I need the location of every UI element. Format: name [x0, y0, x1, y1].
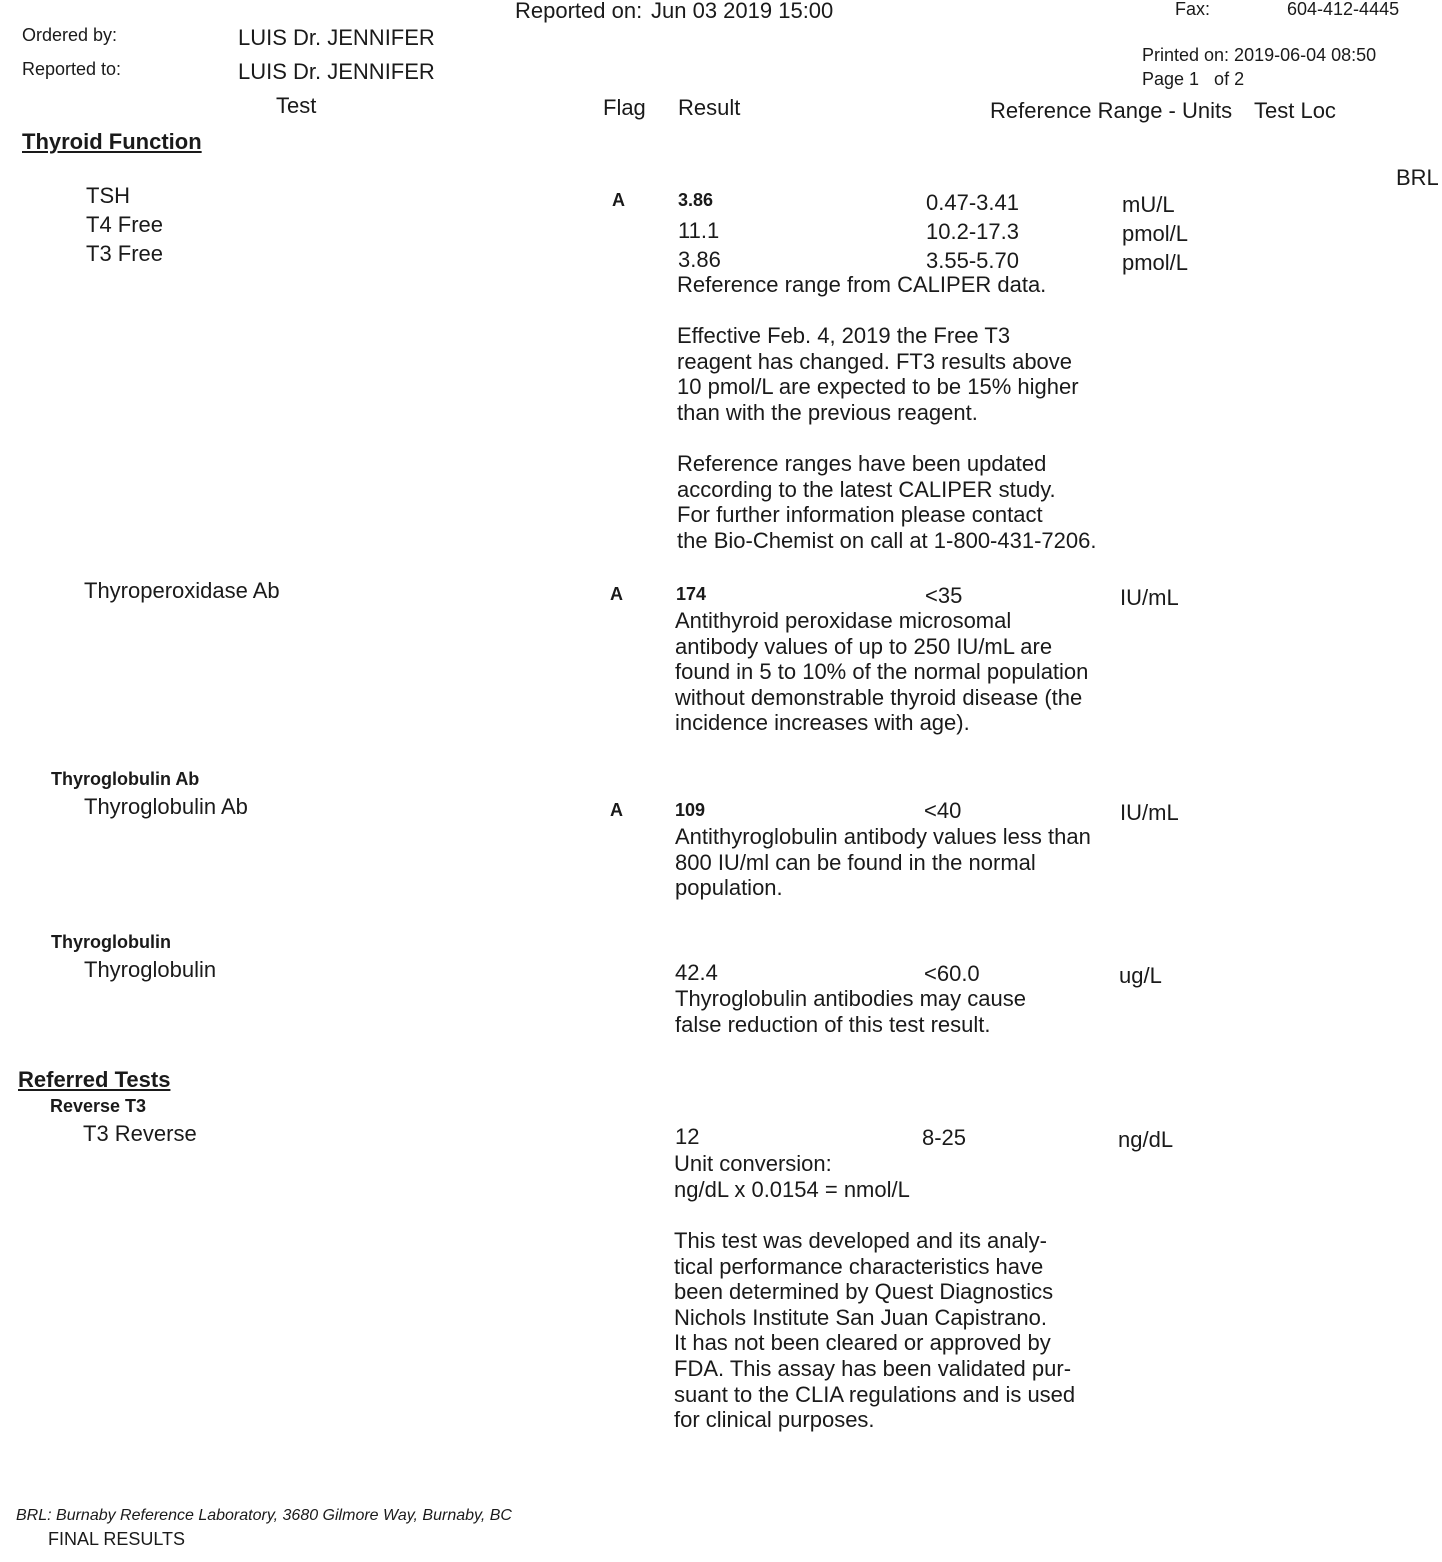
- units: IU/mL: [1120, 800, 1179, 825]
- group-title: Reverse T3: [50, 1096, 147, 1116]
- reference-range: 8-25: [922, 1125, 967, 1150]
- result-comment: Thyroglobulin antibodies may cause false reduction of this test result.: [675, 986, 1026, 1037]
- footer-lab-info: BRL: Burnaby Reference Laboratory, 3680 Gilmore Way, Burnaby, BC: [16, 1507, 512, 1524]
- column-reference-range: Reference Range - Units: [990, 98, 1233, 123]
- result-comment: Antithyroid peroxidase microsomal antibody values of up to 250 IU/mL are found in 5 to 10% of the normal population without demonstrable thyroid disease (the incidence increases with age).: [675, 608, 1089, 736]
- units: IU/mL: [1120, 585, 1179, 610]
- result-value: 12: [675, 1124, 700, 1149]
- footer-status: FINAL RESULTS: [48, 1529, 186, 1549]
- fax-value: 604-412-4445: [1287, 0, 1400, 19]
- reported-on-label: Reported on:: [515, 0, 643, 23]
- reference-range: 3.55-5.70: [926, 248, 1019, 273]
- test-name: Thyroglobulin: [84, 957, 217, 982]
- units: ng/dL: [1118, 1127, 1174, 1152]
- ordered-by-value: LUIS Dr. JENNIFER: [238, 25, 435, 50]
- column-test: Test: [276, 93, 317, 118]
- reference-range: <35: [925, 583, 963, 608]
- group-title: Thyroglobulin: [51, 932, 171, 952]
- flag-abnormal: A: [610, 584, 623, 604]
- column-result: Result: [678, 95, 741, 120]
- reference-range: <40: [924, 798, 962, 823]
- result-comment: Antithyroglobulin antibody values less than 800 IU/ml can be found in the normal population.: [675, 824, 1091, 901]
- reference-range: <60.0: [924, 961, 980, 986]
- page-number: Page 1 of 2: [1142, 69, 1245, 89]
- column-test-loc: Test Loc: [1254, 98, 1336, 123]
- column-flag: Flag: [603, 95, 646, 120]
- units: pmol/L: [1122, 250, 1189, 275]
- result-value: 11.1: [678, 218, 720, 243]
- result-comment: Reference ranges have been updated according to the latest CALIPER study. For further information please contact the Bio-Chemist on call at 1-800-431-7206.: [677, 451, 1097, 553]
- reported-to-label: Reported to:: [22, 59, 122, 79]
- result-value: 174: [676, 584, 707, 604]
- flag-abnormal: A: [612, 190, 625, 210]
- test-name: Thyroglobulin Ab: [84, 794, 248, 819]
- flag-abnormal: A: [610, 800, 623, 820]
- result-value: 109: [675, 800, 706, 820]
- test-name: T4 Free: [86, 212, 164, 237]
- test-loc-value: BRL: [1396, 165, 1439, 190]
- result-comment: Reference range from CALIPER data.: [677, 272, 1047, 297]
- result-comment: Effective Feb. 4, 2019 the Free T3 reagent has changed. FT3 results above 10 pmol/L are expected to be 15% higher than with the previous reagent.: [677, 323, 1079, 425]
- reported-to-value: LUIS Dr. JENNIFER: [238, 59, 435, 84]
- ordered-by-label: Ordered by:: [22, 25, 118, 45]
- section-title-thyroid-function: Thyroid Function: [22, 129, 202, 154]
- reported-on-value: Jun 03 2019 15:00: [651, 0, 834, 23]
- test-name: TSH: [86, 183, 130, 208]
- result-value: 3.86: [678, 190, 714, 210]
- reference-range: 0.47-3.41: [926, 190, 1019, 215]
- result-value: 3.86: [678, 247, 721, 272]
- result-comment: This test was developed and its analy- tical performance characteristics have been determined by Quest Diagnostics Nichols Institute San Juan Capistrano. It has not been cleared or approved by FDA. This assay has been validated pur- suant to the CLIA regulations and is used for clinical purposes.: [674, 1228, 1076, 1433]
- units: mU/L: [1122, 192, 1175, 217]
- test-name: T3 Reverse: [83, 1121, 197, 1146]
- units: ug/L: [1119, 963, 1162, 988]
- printed-on: Printed on: 2019-06-04 08:50: [1142, 45, 1377, 65]
- fax-label: Fax:: [1175, 0, 1211, 19]
- test-name: T3 Free: [86, 241, 164, 266]
- result-value: 42.4: [675, 960, 718, 985]
- group-title: Thyroglobulin Ab: [51, 769, 200, 789]
- reference-range: 10.2-17.3: [926, 219, 1019, 244]
- test-name: Thyroperoxidase Ab: [84, 578, 280, 603]
- result-comment: Unit conversion: ng/dL x 0.0154 = nmol/L: [674, 1151, 910, 1202]
- section-title-referred-tests: Referred Tests: [18, 1067, 171, 1092]
- units: pmol/L: [1122, 221, 1189, 246]
